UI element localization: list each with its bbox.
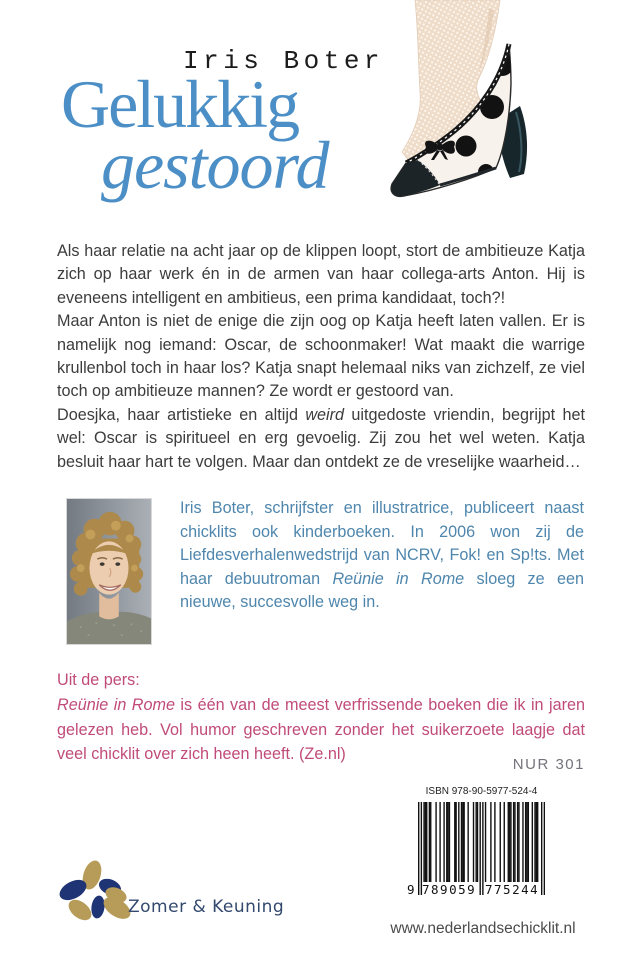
synopsis-paragraph: Maar Anton is niet de enige die zijn oog op Katja heeft laten vallen. Er is namelijk nog iemand: Oscar, de schoonmaker! Wat maakt die warrige krullenbol toch in haar los? Katja snapt helemaal niks van zichzelf, ze viel toch op ambitieuze mannen? Ze wordt er gestoord van. xyxy=(57,312,585,401)
synopsis xyxy=(57,240,585,474)
book-title-reference: Reünie in Rome xyxy=(57,695,175,714)
author-name: Iris Boter xyxy=(183,46,385,76)
publisher-name: Zomer & Keuning xyxy=(128,897,285,917)
high-heel-shoe-image xyxy=(382,0,567,212)
nur-code: NUR 301 xyxy=(512,756,585,773)
emphasized-word: weird xyxy=(305,405,345,424)
author-photo xyxy=(66,498,152,645)
barcode-digits: 9 789059 775244 xyxy=(407,882,540,897)
publisher-flower-icon xyxy=(56,852,136,926)
synopsis-paragraph: Als haar relatie na acht jaar op de klippen loopt, stort de ambitieuze Katja zich op haar werk én in de armen van haar collega-arts Anton. Hij is eveneens intelligent en ambitieus, een prima kandidaat, toch?! xyxy=(57,242,585,307)
author-bio: Iris Boter, schrijfster en illustratrice, publiceert naast chicklits ook kinderboeken. In 2006 won zij de Liefdesverhalenwedstrijd van NCRV, Fok! en Sp!ts. Met haar debuutroman Reünie in Rome sloeg ze een nieuwe, succesvolle weg in. xyxy=(180,499,584,611)
press-section xyxy=(57,668,585,767)
book-title-reference: Reünie in Rome xyxy=(332,569,465,588)
isbn-label: ISBN 978-90-5977-524-4 xyxy=(425,786,538,797)
book-title-line1: Gelukkig xyxy=(61,66,299,142)
press-label: Uit de pers: xyxy=(57,671,140,689)
barcode xyxy=(405,786,545,898)
press-quote: Reünie in Rome is één van de meest verfrissende boeken die ik in jaren gelezen heb. Vol humor geschreven zonder het suikerzoete laagje dat veel chicklit over zich heen heeft. (Ze.nl) xyxy=(57,695,585,764)
book-title-line2: gestoord xyxy=(101,127,329,203)
synopsis-paragraph: Doesjka, haar artistieke en altijd weird uitgedoste vriendin, begrijpt het wel: Oscar is spiritueel en erg gevoelig. Zij zou het wel weten. Katja besluit haar hart te volgen. Maar dan ontdekt ze de vreselijke waarheid… xyxy=(57,405,585,471)
website-url: www.nederlandsechicklit.nl xyxy=(390,920,576,937)
